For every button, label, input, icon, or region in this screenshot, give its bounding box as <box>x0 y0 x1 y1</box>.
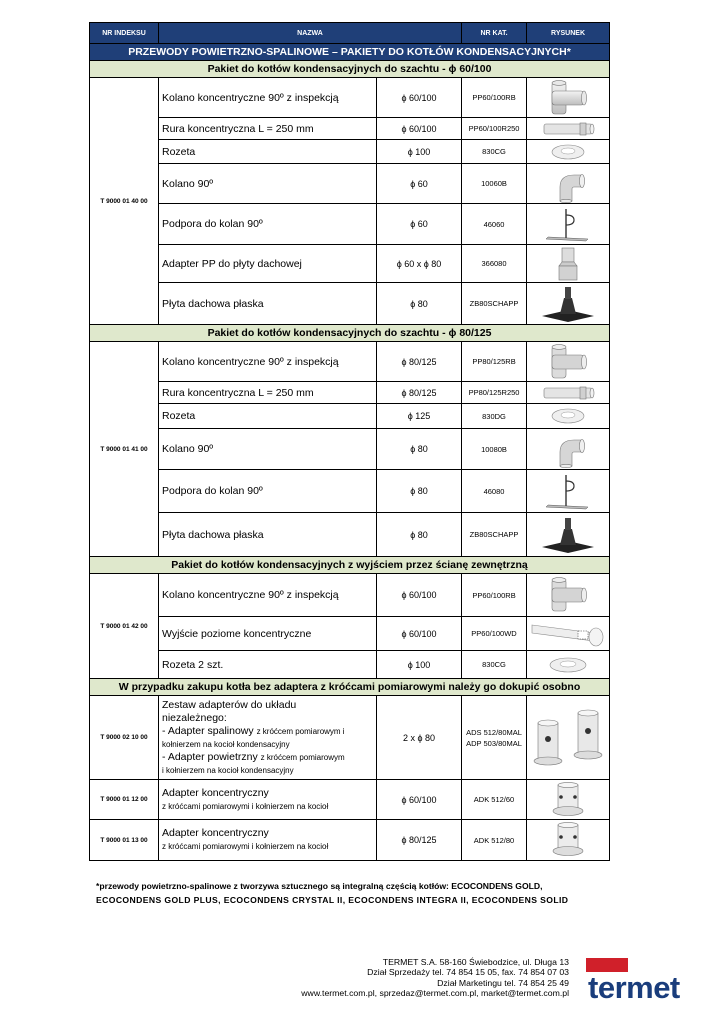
table-row <box>90 404 610 429</box>
item-name: Kolano koncentryczne 90º z inspekcją <box>159 342 377 382</box>
item-name: Rura koncentryczna L = 250 mm <box>159 118 377 140</box>
item-catalog-number: ADK 512/60 <box>462 780 527 820</box>
rosette-icon <box>538 406 598 426</box>
roof-plate-icon <box>538 284 598 324</box>
item-name: Podpora do kolan 90º <box>159 470 377 513</box>
item-diameter: ϕ 80 <box>377 513 462 557</box>
table-row <box>90 429 610 470</box>
item-drawing <box>527 617 610 651</box>
group-title: Pakiet do kotłów kondensacyjnych do szachtu - ϕ 80/125 <box>90 325 610 342</box>
header-name: NAZWA <box>159 23 462 44</box>
item-drawing <box>527 204 610 245</box>
elbow-icon <box>538 165 598 203</box>
item-diameter: ϕ 60 <box>377 164 462 204</box>
item-name: Kolano koncentryczne 90º z inspekcją <box>159 78 377 118</box>
item-catalog-number: ZB80SCHAPP <box>462 283 527 325</box>
rosette-icon <box>538 142 598 162</box>
item-catalog-number: PP60/100WD <box>462 617 527 651</box>
item-name: Płyta dachowa płaska <box>159 283 377 325</box>
group-title: Pakiet do kotłów kondensacyjnych z wyjściem przez ścianę zewnętrzną <box>90 557 610 574</box>
item-name: Rozeta <box>159 404 377 429</box>
item-drawing <box>527 651 610 679</box>
table-row <box>90 574 610 617</box>
item-catalog-number: 830CG <box>462 651 527 679</box>
termet-logo <box>586 958 699 1004</box>
item-name: Rozeta 2 szt. <box>159 651 377 679</box>
table-header-row <box>90 23 610 44</box>
item-drawing <box>527 513 610 557</box>
item-drawing <box>527 696 610 780</box>
table-row <box>90 382 610 404</box>
item-diameter: ϕ 80 <box>377 470 462 513</box>
index-number: T 9000 01 42 00 <box>90 574 159 679</box>
footnote-line-2: ECOCONDENS GOLD PLUS, ECOCONDENS CRYSTAL II, ECOCONDENS INTEGRA II, ECOCONDENS SOLID <box>96 895 569 905</box>
item-diameter: ϕ 125 <box>377 404 462 429</box>
support-bracket-icon <box>538 471 598 511</box>
item-name: Rozeta <box>159 140 377 164</box>
section-title: PRZEWODY POWIETRZNO-SPALINOWE – PAKIETY DO KOTŁÓW KONDENSACYJNYCH* <box>90 44 610 61</box>
desc-line: kołnierzem na kocioł kondensacyjny <box>162 740 290 749</box>
item-drawing <box>527 78 610 118</box>
roof-plate-icon <box>538 515 598 555</box>
company-address <box>301 957 569 998</box>
desc-line: i kołnierzem na kocioł kondensacyjny <box>162 766 294 775</box>
index-number: T 9000 01 41 00 <box>90 342 159 557</box>
adapter-set-icon <box>530 703 610 773</box>
item-catalog-number: 10080B <box>462 429 527 470</box>
item-diameter: ϕ 100 <box>377 140 462 164</box>
table-row <box>90 820 610 861</box>
item-diameter: ϕ 80 <box>377 283 462 325</box>
item-catalog-number: PP80/125R250 <box>462 382 527 404</box>
extras-title: W przypadku zakupu kotła bez adaptera z króćcami pomiarowymi należy go dokupić osobno <box>90 679 610 696</box>
item-catalog-number: 830CG <box>462 140 527 164</box>
item-drawing <box>527 164 610 204</box>
item-diameter: ϕ 60/100 <box>377 78 462 118</box>
item-drawing <box>527 780 610 820</box>
address-line[interactable]: www.termet.com.pl, sprzedaz@termet.com.pl, market@termet.com.pl <box>301 987 569 998</box>
table-row <box>90 164 610 204</box>
horizontal-terminal-icon <box>530 619 606 649</box>
desc-text: - Adapter powietrzny <box>162 751 261 763</box>
item-drawing <box>527 470 610 513</box>
elbow-tee-icon <box>538 576 598 614</box>
table-row <box>90 780 610 820</box>
item-diameter: ϕ 80 <box>377 429 462 470</box>
desc-line: Zestaw adapterów do układu <box>162 699 297 711</box>
item-catalog-number: 10060B <box>462 164 527 204</box>
item-diameter: ϕ 60/100 <box>377 780 462 820</box>
item-catalog-number: 830DG <box>462 404 527 429</box>
item-catalog-number: PP60/100R250 <box>462 118 527 140</box>
item-name: Podpora do kolan 90º <box>159 204 377 245</box>
item-name: Kolano 90º <box>159 429 377 470</box>
address-line: TERMET S.A. 58-160 Świebodzice, ul. Długa 13 <box>382 957 569 967</box>
address-line: Dział Sprzedaży tel. 74 854 15 05, fax. 74 854 07 03 <box>367 967 569 978</box>
table-row <box>90 118 610 140</box>
item-name: Płyta dachowa płaska <box>159 513 377 557</box>
address-line: Dział Marketingu tel. 74 854 25 49 <box>437 977 569 988</box>
desc-line: niezależnego: <box>162 712 227 724</box>
item-diameter: ϕ 60/100 <box>377 617 462 651</box>
table-row <box>90 245 610 283</box>
elbow-tee-icon <box>538 79 598 117</box>
item-drawing <box>527 574 610 617</box>
desc-line: Adapter koncentryczny <box>162 827 269 839</box>
item-drawing <box>527 429 610 470</box>
item-diameter: ϕ 60 x ϕ 80 <box>377 245 462 283</box>
item-drawing <box>527 118 610 140</box>
pipe-icon <box>538 120 598 138</box>
item-diameter: ϕ 60/100 <box>377 574 462 617</box>
item-diameter: ϕ 60/100 <box>377 118 462 140</box>
item-diameter: ϕ 80/125 <box>377 820 462 861</box>
table-row <box>90 140 610 164</box>
item-catalog-number: PP80/125RB <box>462 342 527 382</box>
item-diameter: ϕ 60 <box>377 204 462 245</box>
table-row <box>90 651 610 679</box>
table-row <box>90 78 610 118</box>
group-title: Pakiet do kotłów kondensacyjnych do szachtu - ϕ 60/100 <box>90 61 610 78</box>
concentric-adapter-icon <box>543 821 593 859</box>
adapter-icon <box>538 246 598 282</box>
item-drawing <box>527 382 610 404</box>
item-catalog-number: 46060 <box>462 204 527 245</box>
item-drawing <box>527 245 610 283</box>
item-catalog-number: 366080 <box>462 245 527 283</box>
price-table <box>89 22 610 861</box>
item-name: Kolano 90º <box>159 164 377 204</box>
header-drawing: RYSUNEK <box>527 23 610 44</box>
item-description <box>159 780 377 820</box>
item-description <box>159 820 377 861</box>
support-bracket-icon <box>538 205 598 243</box>
item-drawing <box>527 342 610 382</box>
header-index: NR INDEKSU <box>90 23 159 44</box>
index-number: T 9000 01 13 00 <box>90 820 159 861</box>
item-catalog-number <box>462 696 527 780</box>
item-diameter: ϕ 100 <box>377 651 462 679</box>
item-drawing <box>527 283 610 325</box>
item-diameter: ϕ 80/125 <box>377 382 462 404</box>
desc-line: z króćcami pomiarowymi i kołnierzem na kocioł <box>162 842 329 851</box>
item-diameter: ϕ 80/125 <box>377 342 462 382</box>
pipe-icon <box>538 384 598 402</box>
table-row <box>90 342 610 382</box>
desc-line: z króćcami pomiarowymi i kołnierzem na kocioł <box>162 801 329 811</box>
item-catalog-number: 46080 <box>462 470 527 513</box>
item-description <box>159 696 377 780</box>
table-row <box>90 696 610 780</box>
catalog-line: ADP 503/80MAL <box>466 738 522 748</box>
table-row <box>90 470 610 513</box>
item-name: Kolano koncentryczne 90º z inspekcją <box>159 574 377 617</box>
item-drawing <box>527 140 610 164</box>
catalog-line: ADS 512/80MAL <box>466 727 522 737</box>
item-catalog-number: PP60/100RB <box>462 78 527 118</box>
logo-wordmark: termet <box>588 970 680 1005</box>
item-name: Wyjście poziome koncentryczne <box>159 617 377 651</box>
table-row <box>90 204 610 245</box>
table-row <box>90 283 610 325</box>
index-number: T 9000 02 10 00 <box>90 696 159 780</box>
elbow-tee-icon <box>538 343 598 381</box>
item-name: Adapter PP do płyty dachowej <box>159 245 377 283</box>
concentric-adapter-icon <box>543 781 593 819</box>
section-title-row <box>90 44 610 61</box>
elbow-icon <box>538 430 598 468</box>
item-catalog-number: PP60/100RB <box>462 574 527 617</box>
footnote-line-1: *przewody powietrzno-spalinowe z tworzywa sztucznego są integralną częścią kotłów: ECOCONDENS GOLD, <box>96 881 543 891</box>
desc-text: - Adapter spalinowy <box>162 725 257 737</box>
index-number: T 9000 01 40 00 <box>90 78 159 325</box>
desc-text: z króćcem pomiarowym <box>260 753 345 762</box>
item-diameter: 2 x ϕ 80 <box>377 696 462 780</box>
item-name: Rura koncentryczna L = 250 mm <box>159 382 377 404</box>
desc-line <box>162 751 373 764</box>
table-row <box>90 617 610 651</box>
header-cat: NR KAT. <box>462 23 527 44</box>
table-row <box>90 513 610 557</box>
desc-line: Adapter koncentryczny <box>162 786 269 799</box>
rosette-icon <box>538 654 598 676</box>
item-catalog-number: ZB80SCHAPP <box>462 513 527 557</box>
item-catalog-number: ADK 512/80 <box>462 820 527 861</box>
item-drawing <box>527 404 610 429</box>
index-number: T 9000 01 12 00 <box>90 780 159 820</box>
item-drawing <box>527 820 610 861</box>
desc-text: z króćcem pomiarowym i <box>256 727 345 736</box>
desc-line <box>162 725 373 738</box>
